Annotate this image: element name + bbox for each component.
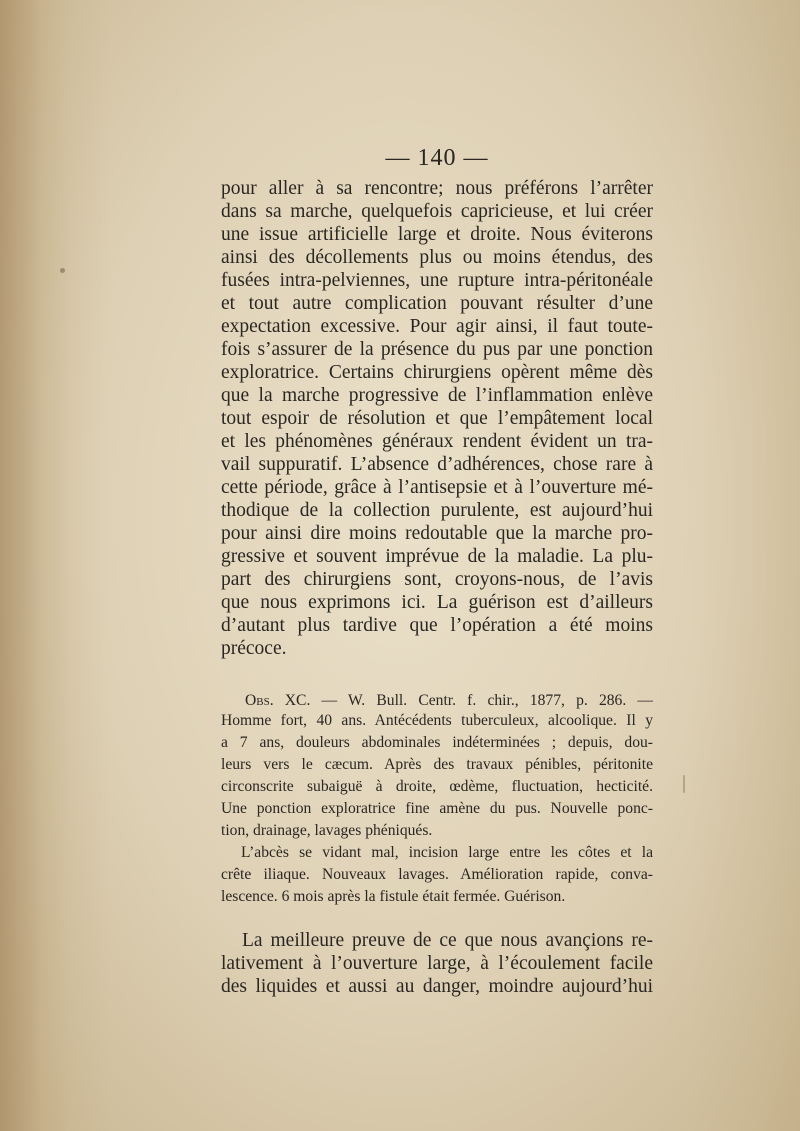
observation-reference: — W. Bull. Centr. f. chir., 1877, p. 286. — [310,692,654,709]
paragraph-1-line: fusées intra-pelviennes, une rupture intra-péritonéale [221,270,653,291]
observation-heading [221,690,653,712]
observation-line: Une ponction exploratrice fine amène du pus. Nouvelle ponc- [221,800,653,817]
paragraph-1-line: que la marche progressive de l’inflammation enlève [221,385,653,406]
paper-speck [60,268,65,273]
observation-label: Obs. XC. [245,692,311,709]
observation-line: leurs vers le cæcum. Après des travaux pénibles, péritonite [221,756,653,773]
paragraph-1-line: une issue artificielle large et droite. Nous éviterons [221,224,653,245]
observation-line: Homme fort, 40 ans. Antécédents tuberculeux, alcoolique. Il y [221,712,653,729]
paragraph-1-line: fois s’assurer de la présence du pus par une ponction [221,339,653,360]
paragraph-1-line: et tout autre complication pouvant résulter d’une [221,293,653,314]
paragraph-1-line: gressive et souvent imprévue de la maladie. La plu- [221,546,653,567]
page-number: — 140 — [385,145,489,171]
observation-line: circonscrite subaiguë à droite, œdème, fluctuation, hecticité. [221,778,653,795]
paragraph-1-line: part des chirurgiens sont, croyons-nous, de l’avis [221,569,653,590]
paragraph-1-line: cette période, grâce à l’antisepsie et à l’ouverture mé- [221,477,653,498]
paragraph-1-line: que nous exprimons ici. La guérison est d’ailleurs [221,592,653,613]
paragraph-2-line: La meilleure preuve de ce que nous avançions re- [242,930,653,951]
paragraph-1-line: thodique de la collection purulente, est aujourd’hui [221,500,653,521]
paragraph-1-line: d’autant plus tardive que l’opération a été moins [221,615,653,636]
paragraph-1-line: exploratrice. Certains chirurgiens opèrent même dès [221,362,653,383]
observation-line: tion, drainage, lavages phéniqués. [221,822,433,839]
paragraph-1-line: dans sa marche, quelquefois capricieuse, et lui créer [221,201,653,222]
observation-line: a 7 ans, douleurs abdominales indéterminées ; depuis, dou- [221,734,653,751]
paragraph-1-line: vail suppuratif. L’absence d’adhérences, chose rare à [221,454,653,475]
paper-speck [683,775,685,793]
paragraph-1-line: pour aller à sa rencontre; nous préférons l’arrêter [221,178,653,199]
page-edge-shadow [0,0,70,1131]
paragraph-2-line: des liquides et aussi au danger, moindre aujourd’hui [221,976,653,997]
paragraph-1-line: et les phénomènes généraux rendent évident un tra- [221,431,653,452]
paragraph-1-line: expectation excessive. Pour agir ainsi, il faut toute- [221,316,653,337]
paragraph-1-line: tout espoir de résolution et que l’empâtement local [221,408,653,429]
observation-line: lescence. 6 mois après la fistule était fermée. Guérison. [221,888,566,905]
paragraph-2-line: lativement à l’ouverture large, à l’écoulement facile [221,953,653,974]
observation-line: L’abcès se vidant mal, incision large entre les côtes et la [241,844,653,861]
paragraph-1-line: précoce. [221,638,287,659]
paragraph-1-line: pour ainsi dire moins redoutable que la marche pro- [221,523,653,544]
observation-line: crête iliaque. Nouveaux lavages. Amélioration rapide, conva- [221,866,653,883]
paragraph-1-line: ainsi des décollements plus ou moins étendus, des [221,247,653,268]
